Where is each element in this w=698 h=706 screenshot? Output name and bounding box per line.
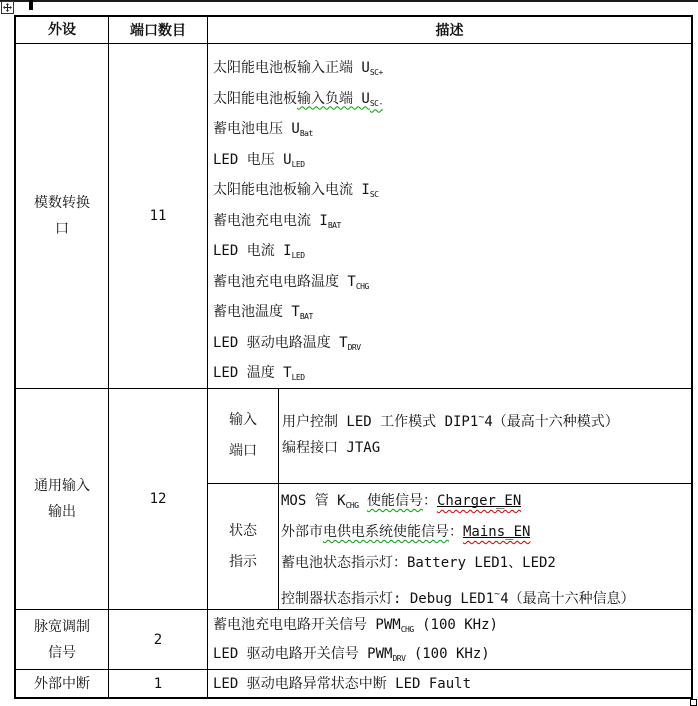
squiggle-underlined-text: 电供电系统使能信号 <box>323 524 449 540</box>
squiggle-underlined-text: 使能信号 <box>366 493 423 509</box>
header-peripheral: 外设 <box>16 17 109 43</box>
cell-gpio-count: 12 <box>109 389 208 609</box>
subscript-text: Bat <box>299 129 313 138</box>
description-line <box>208 674 691 694</box>
description-text: 蓄电池温度 T <box>213 304 300 320</box>
cell-adc-count: 11 <box>109 44 208 388</box>
description-line <box>279 402 691 433</box>
subscript-text: CHG <box>355 281 369 291</box>
table-header-row <box>16 17 691 43</box>
text-cursor-mark <box>29 0 33 10</box>
subscript-text: BAT <box>327 220 341 230</box>
subcell-status-indicator-label: 状态指示 <box>208 484 279 609</box>
description-line <box>208 611 691 640</box>
row-adc <box>16 43 691 388</box>
cell-ext-description <box>208 670 691 697</box>
description-text: LED 驱动电路温度 T <box>213 334 348 351</box>
description-text: 外部市 <box>281 524 323 540</box>
description-text: 蓄电池充电电路开关信号 PWM <box>213 617 401 633</box>
description-text <box>359 493 367 509</box>
description-text: LED 驱动电路异常状态中断 LED Fault <box>213 675 472 692</box>
cell-adc-description <box>208 44 691 388</box>
description-text: MOS 管 K <box>281 493 346 509</box>
subscript-text: CHG <box>345 501 359 510</box>
description-line <box>208 145 691 176</box>
subrow-input-port <box>208 389 691 483</box>
squiggle-underlined-text: 输入负端 U <box>297 90 370 107</box>
description-text: 编程接口 JTAG <box>282 440 381 456</box>
cell-ext-peripheral: 外部中断 <box>16 670 109 697</box>
description-text: ~ <box>494 589 501 600</box>
description-line <box>279 486 691 517</box>
subrow-status-indicator <box>208 483 691 609</box>
row-pwm <box>16 609 691 669</box>
description-text: 太阳能电池板输入正端 U <box>213 60 370 76</box>
table-resize-handle[interactable] <box>690 699 697 706</box>
four-way-arrow-icon <box>3 3 12 12</box>
cell-pwm-peripheral: 脉宽调制信号 <box>16 610 109 669</box>
description-line <box>208 114 691 145</box>
cell-input-port-description <box>279 389 691 483</box>
subscript-text: SC- <box>369 98 383 108</box>
cell-adc-peripheral: 模数转换口 <box>16 44 109 388</box>
page-top-edge <box>0 0 698 2</box>
cell-pwm-count: 2 <box>109 610 208 669</box>
subscript-text: LED <box>291 159 305 169</box>
description-text: LED 电压 U <box>213 151 292 168</box>
description-text: 4（最高十六种模式） <box>484 414 619 430</box>
subscript-text: SC+ <box>369 68 383 77</box>
description-text: 蓄电池状态指示灯：Battery LED1、LED2 <box>281 555 556 571</box>
description-line <box>208 236 691 267</box>
description-text: (100 KHz) <box>413 617 498 633</box>
description-text: 蓄电池电压 U <box>213 121 300 137</box>
subscript-text: LED <box>291 373 305 382</box>
description-text: ： <box>449 524 463 540</box>
description-text: 用户控制 LED 工作模式 DIP1 <box>282 414 479 430</box>
description-text: LED 温度 T <box>213 365 292 381</box>
description-line <box>208 328 691 359</box>
description-text: 4（最高十六种信息） <box>500 591 635 607</box>
cell-ext-count: 1 <box>109 670 208 697</box>
description-line <box>208 358 691 388</box>
description-line <box>208 297 691 328</box>
description-line <box>279 433 691 464</box>
description-line <box>208 84 691 115</box>
cell-gpio-peripheral: 通用输入输出 <box>16 389 109 609</box>
subscript-text: DRV <box>347 342 361 352</box>
description-line <box>208 640 691 669</box>
description-text: (100 KHz) <box>405 646 490 662</box>
header-description: 描述 <box>435 23 464 39</box>
description-text: 蓄电池充电电路温度 T <box>213 273 356 290</box>
subscript-text: DRV <box>392 654 406 663</box>
description-line <box>279 548 691 579</box>
description-text: ： <box>422 493 437 509</box>
description-text: 太阳能电池板 <box>213 90 297 107</box>
description-text: 太阳能电池板输入电流 I <box>213 182 370 198</box>
description-line <box>208 267 691 298</box>
header-port-count: 端口数目 <box>109 17 208 43</box>
squiggle-underlined-text: Mains_EN <box>463 524 531 540</box>
subscript-text: LED <box>291 251 305 260</box>
table-move-handle-icon[interactable] <box>1 1 14 14</box>
description-text: LED 驱动电路开关信号 PWM <box>213 646 393 662</box>
description-text: 控制器状态指示灯: Debug LED1 <box>281 591 495 607</box>
description-text: LED 电流 I <box>213 243 292 259</box>
subscript-text: CHG <box>400 625 414 634</box>
description-line <box>208 53 691 84</box>
description-line <box>279 579 691 609</box>
subscript-text: SC <box>369 190 379 199</box>
description-line <box>208 175 691 206</box>
subscript-text: BAT <box>299 312 313 321</box>
squiggle-underlined-text: Charger_EN <box>436 493 522 509</box>
row-gpio <box>16 388 691 609</box>
cell-pwm-description <box>208 610 691 669</box>
description-text: ~ <box>478 412 485 423</box>
description-line <box>279 517 691 548</box>
description-text: 蓄电池充电电流 I <box>213 212 328 229</box>
description-line <box>208 206 691 237</box>
row-external-interrupt <box>16 669 691 697</box>
cell-status-indicator-description <box>279 484 691 609</box>
peripherals-table <box>14 15 693 699</box>
subcell-input-port-label: 输入端口 <box>208 389 279 483</box>
